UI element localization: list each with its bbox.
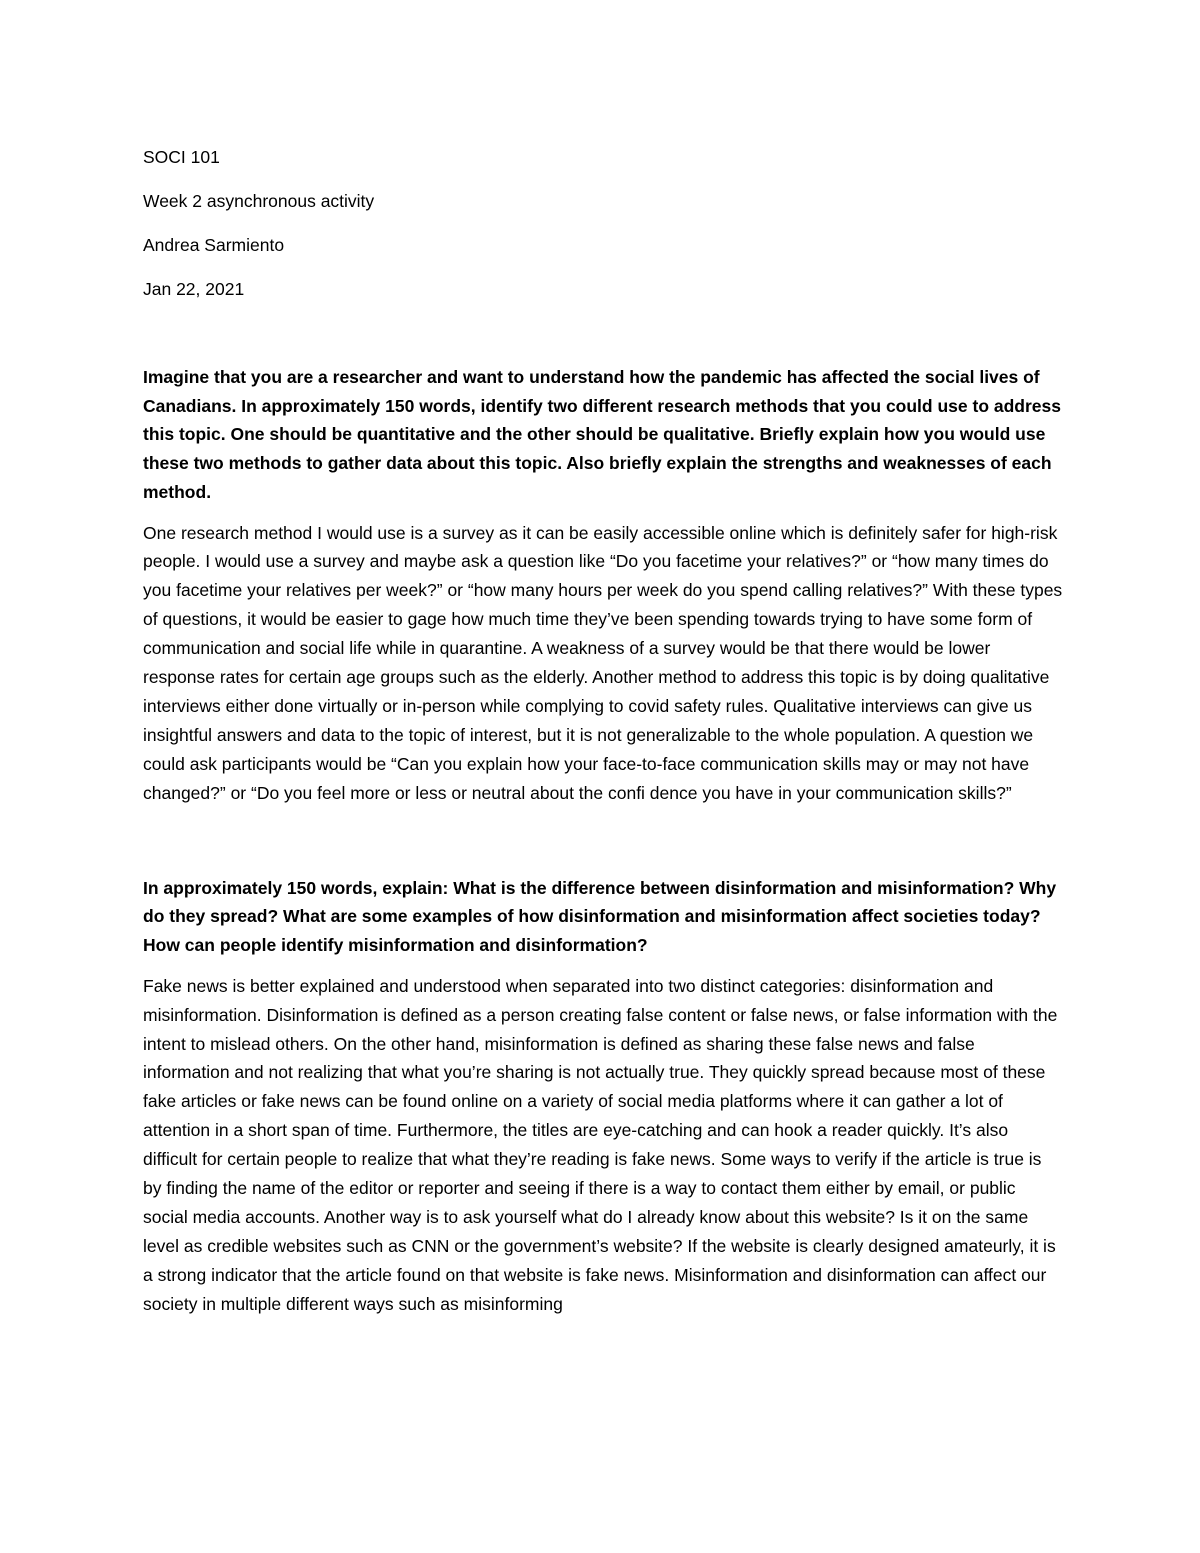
question-2-answer: Fake news is better explained and understood when separated into two distinct categories: disinformation and misinformation. Disinformation is defined as a person creating false content or false news, or false information with the intent to mislead others. On the other hand, misinformation is defined as sharing these false news and false information and not realizing that what you’re sharing is not actually true. They quickly spread because most of these fake articles or fake news can be found online on a variety of social media platforms where it can gather a lot of attention in a short span of time. Furthermore, the titles are eye-catching and can hook a reader quickly. It’s also difficult for certain people to realize that what they’re reading is fake news. Some ways to verify if the article is true is by finding the name of the editor or reporter and seeing if there is a way to contact them either by email, or public social media accounts. Another way is to ask yourself what do I already know about this website? Is it on the same level as credible websites such as CNN or the government’s website? If the website is clearly designed amateurly, it is a strong indicator that the article found on that website is fake news. Misinformation and disinformation can affect our society in multiple different ways such as misinforming	[143, 975, 1058, 1314]
activity-title: Week 2 asynchronous activity	[143, 191, 375, 211]
author-name: Andrea Sarmiento	[143, 235, 285, 255]
question-1-prompt: Imagine that you are a researcher and want to understand how the pandemic has affected the social lives of Canadians. In approximately 150 words, identify two different research methods that you could use to address this topic. One should be quantitative and the other should be qualitative. Briefly explain how you would use these two methods to gather data about this topic. Also briefly explain the strengths and weaknesses of each method.	[143, 367, 1061, 502]
question-2-prompt: In approximately 150 words, explain: What is the difference between disinformation and misinformation? Why do they spread? What are some examples of how disinformation and misinformation affect societies today? How can people identify misinformation and disinformation?	[143, 877, 1057, 955]
spacer	[143, 319, 1063, 363]
submission-date: Jan 22, 2021	[143, 279, 245, 299]
course-code: SOCI 101	[143, 147, 220, 167]
document-body	[143, 143, 1063, 1319]
section-gap	[143, 808, 1063, 874]
question-1-answer: One research method I would use is a survey as it can be easily accessible online which is definitely safer for high-risk people. I would use a survey and maybe ask a question like “Do you facetime your relatives?” or “how many times do you facetime your relatives per week?” or “how many hours per week do you spend calling relatives?” With these types of questions, it would be easier to gage how much time they’ve been spending towards trying to have some form of communication and social life while in quarantine. A weakness of a survey would be that there would be lower response rates for certain age groups such as the elderly. Another method to address this topic is by doing qualitative interviews either done virtually or in-person while complying to covid safety rules. Qualitative interviews can give us insightful answers and data to the topic of interest, but it is not generalizable to the whole population. A question we could ask participants would be “Can you explain how your face-to-face communication skills may or may not have changed?” or “Do you feel more or less or neutral about the confi dence you have in your communication skills?”	[143, 522, 1063, 803]
